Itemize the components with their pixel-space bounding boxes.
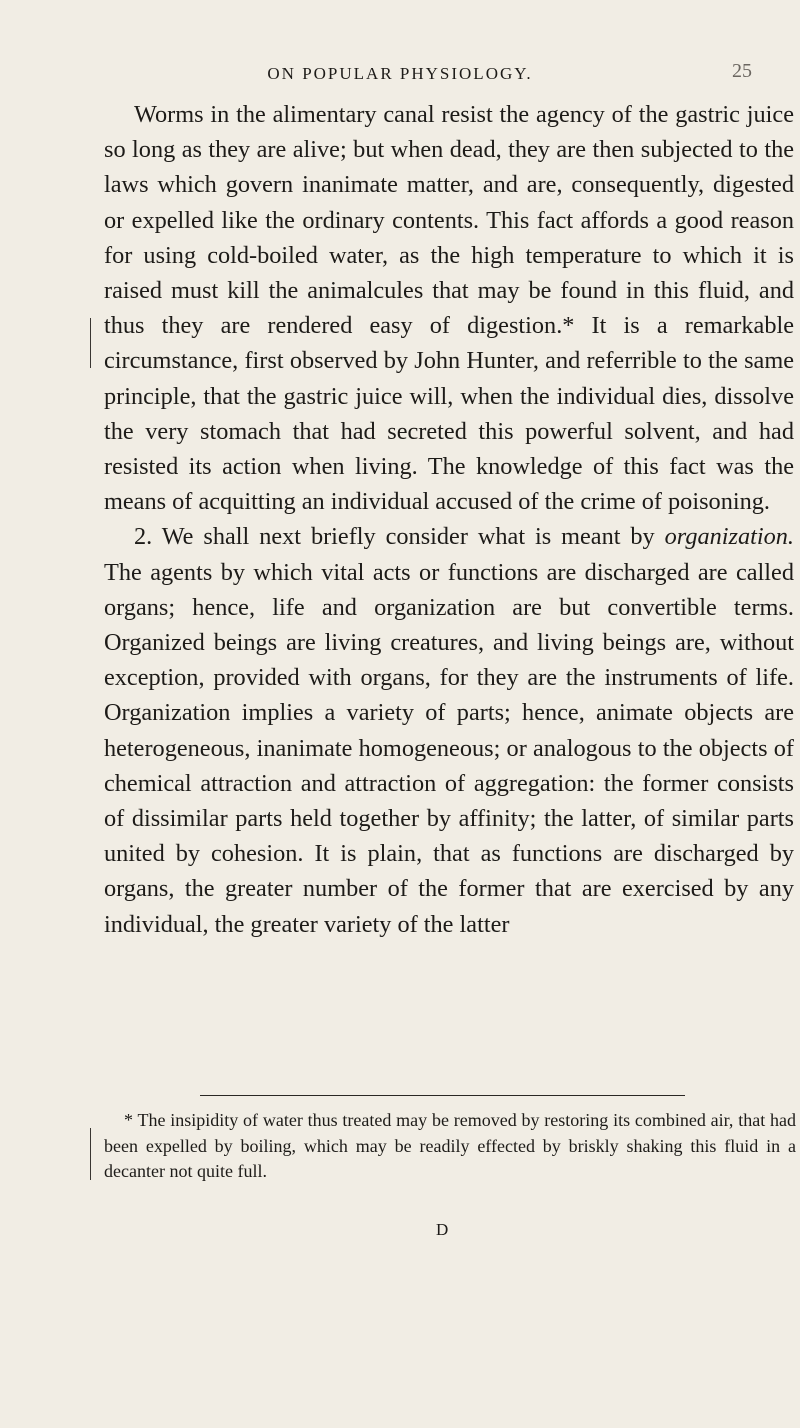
- margin-bracket-lower: [90, 1128, 91, 1180]
- footnote: [104, 1108, 796, 1185]
- signature-mark: D: [436, 1220, 449, 1239]
- footnote-text: * The insipidity of water thus treated may be removed by restoring its combined air, that had been expelled by boiling, which may be readily effected by briskly shaking this fluid in a decanter not quite full.: [104, 1110, 796, 1181]
- margin-bracket-upper: [90, 318, 91, 368]
- paragraph-2-rest: The agents by which vital acts or functions are discharged are called organs; hence, life and organization are but convertible terms. Organized beings are living creatures, and living beings are, without exception, provided with organs, for they are the instruments of life. Organization implies a variety of parts; hence, animate objects are heterogeneous, inanimate homogeneous; or analogous to the objects of chemical attraction and attraction of aggregation: the former consists of dissimilar parts held together by affinity; the latter, of similar parts united by cohesion. It is plain, that as functions are discharged by organs, the greater number of the former that are exercised by any individual, the greater variety of the latter: [104, 558, 794, 938]
- paragraph-2-start: 2. We shall next briefly consider what is meant by: [134, 523, 665, 551]
- body-text: [104, 97, 794, 942]
- running-head: [0, 60, 800, 90]
- running-title: ON POPULAR PHYSIOLOGY.: [267, 64, 533, 83]
- paragraph-2: [104, 519, 794, 941]
- italic-term-organization: organization.: [664, 523, 794, 551]
- page-number: 25: [732, 60, 752, 82]
- footnote-rule: [200, 1095, 685, 1096]
- paragraph-1: Worms in the alimentary canal resist the agency of the gastric juice so long as they are alive; but when dead, they are then subjected to the laws which govern inanimate matter, and are, consequently, digested or expelled like the ordinary contents. This fact affords a good reason for using cold-boiled water, as the high temperature to which it is raised must kill the animalcules that may be found in this fluid, and thus they are rendered easy of digestion.* It is a remarkable circumstance, first observed by John Hunter, and referrible to the same principle, that the gastric juice will, when the individual dies, dissolve the very stomach that had secreted this powerful solvent, and had resisted its action when living. The knowledge of this fact was the means of acquitting an individual accused of the crime of poisoning.: [104, 101, 794, 516]
